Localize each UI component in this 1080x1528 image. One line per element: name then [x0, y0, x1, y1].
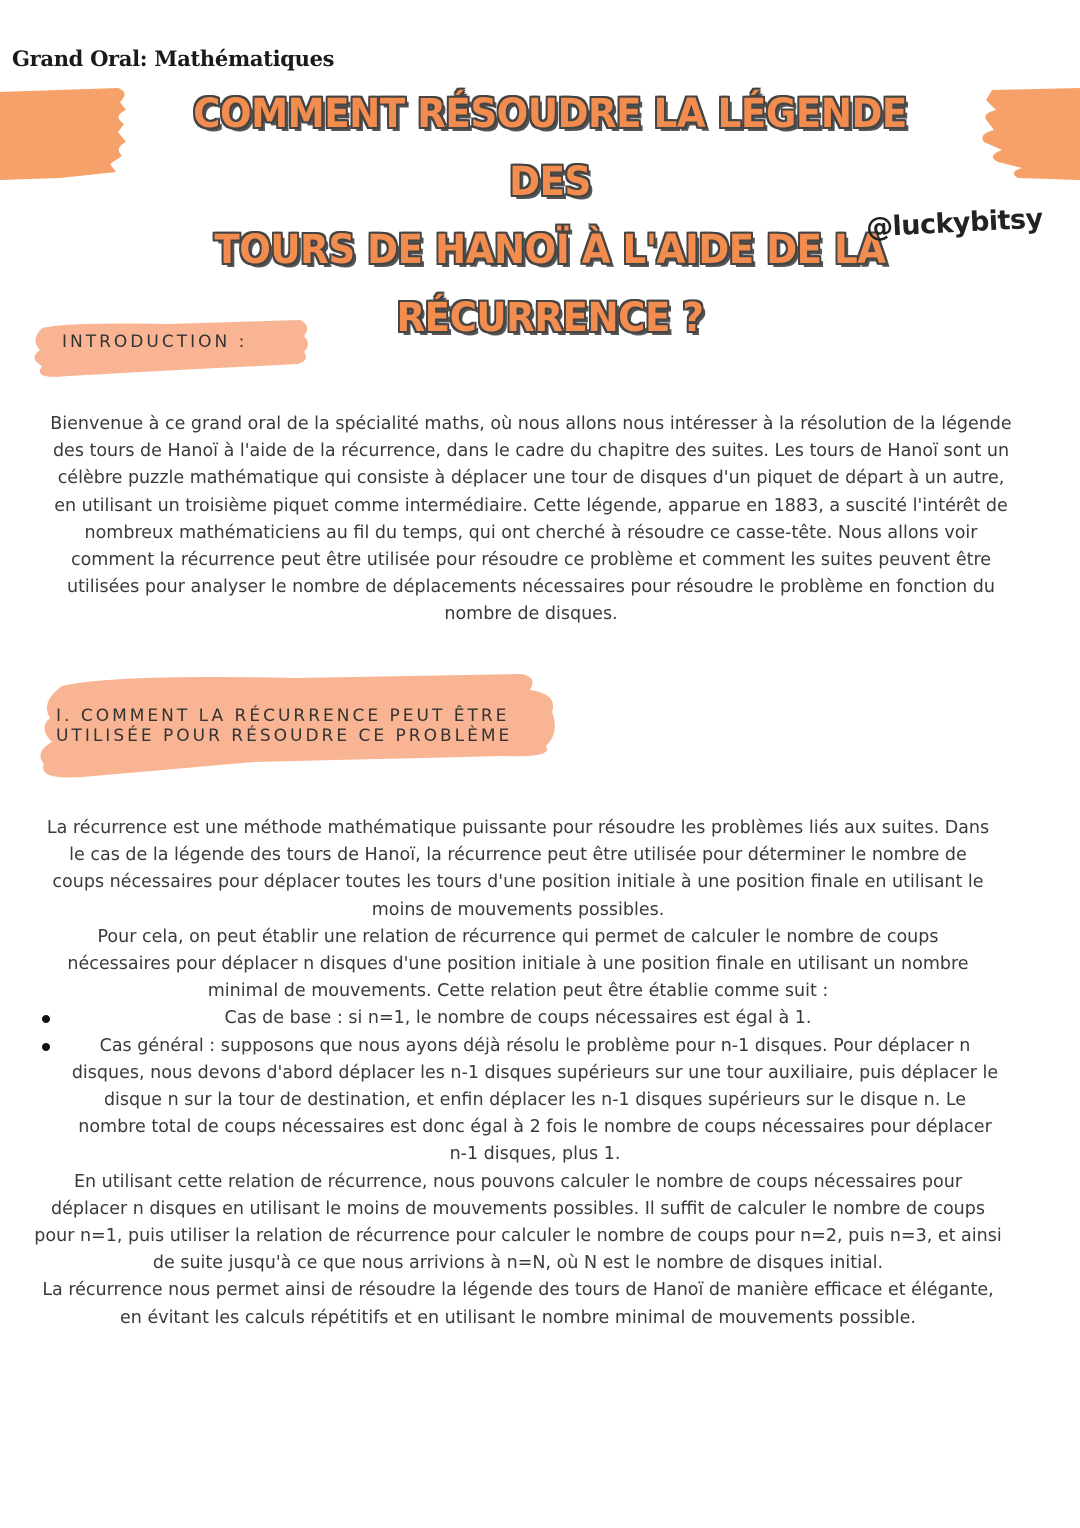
bullet-item-general-case — [34, 1033, 1002, 1169]
author-handle: @luckybitsy — [865, 203, 1044, 244]
main-title — [178, 80, 922, 352]
title-line-1: COMMENT RÉSOUDRE LA LÉGENDE DES — [193, 91, 907, 205]
section1-paragraph-3: En utilisant cette relation de récurrence, nous pouvons calculer le nombre de coups nécessaires pour déplacer n disques en utilisant le moins de mouvements possibles. Il suffit de calculer le nombre de coups pour n=1, puis utiliser la relation de récurrence pour calculer le nombre de coups pour n=2, puis n=3, et ainsi de suite jusqu'à ce que nous arrivions à n=N, où N est le nombre de disques initial. — [34, 1171, 1002, 1274]
brush-stroke-left — [0, 86, 130, 182]
intro-heading: INTRODUCTION : — [62, 332, 248, 352]
section1-paragraph-2: Pour cela, on peut établir une relation de récurrence qui permet de calculer le nombre de coups nécessaires pour déplacer n disques d'une position initiale à une position finale en utilisant un nombre minimal de mouvements. Cette relation peut être établie comme suit : — [67, 926, 969, 1002]
document-header-label: Grand Oral: Mathématiques — [12, 46, 335, 71]
bullet-dot-icon — [42, 1043, 50, 1051]
section1-body — [34, 815, 1002, 1332]
section1-paragraph-1: La récurrence est une méthode mathématique puissante pour résoudre les problèmes liés aux suites. Dans le cas de la légende des tours de Hanoï, la récurrence peut être utilisée pour déterminer le nombre de coups nécessaires pour déplacer toutes les tours d'une position initiale à une position finale en utilisant le moins de mouvements possibles. — [46, 818, 990, 920]
section1-heading-line-2: UTILISÉE POUR RÉSOUDRE CE PROBLÈME — [56, 726, 513, 746]
title-line-2: TOURS DE HANOÏ À L'AIDE DE LA — [214, 227, 886, 273]
title-line-3: RÉCURRENCE ? — [396, 295, 704, 341]
brush-stroke-right — [978, 86, 1080, 182]
section1-heading-line-1: I. COMMENT LA RÉCURRENCE PEUT ÊTRE — [56, 706, 510, 726]
bullet-text-general-case: Cas général : supposons que nous ayons déjà résolu le problème pour n-1 disques. Pour déplacer n disques, nous devons d'abord déplacer les n-1 disques supérieurs sur une tour auxiliaire, puis déplacer le disque n sur la tour de destination, et enfin déplacer les n-1 disques supérieurs sur le disque n. Le nombre total de coups nécessaires est donc égal à 2 fois le nombre de coups nécessaires pour déplacer n-1 disques, plus 1. — [71, 1035, 999, 1165]
bullet-item-base-case — [34, 1005, 1002, 1032]
section1-paragraph-4: La récurrence nous permet ainsi de résoudre la légende des tours de Hanoï de manière efficace et élégante, en évitant les calculs répétitifs et en utilisant le nombre minimal de mouvements possible. — [42, 1280, 994, 1328]
intro-paragraph-text: Bienvenue à ce grand oral de la spécialité maths, où nous allons nous intéresser à la résolution de la légende des tours de Hanoï à l'aide de la récurrence, dans le cadre du chapitre des suites. Les tours de Hanoï sont un célèbre puzzle mathématique qui consiste à déplacer une tour de disques d'un piquet de départ à un autre, en utilisant un troisième piquet comme intermédiaire. Cette légende, apparue en 1883, a suscité l'intérêt de nombreux mathématiciens au fil du temps, qui ont cherché à résoudre ce casse-tête. Nous allons voir comment la récurrence peut être utilisée pour résoudre ce problème et comment les suites peuvent être utilisées pour analyser le nombre de déplacements nécessaires pour résoudre le problème en fonction du nombre de disques. — [50, 414, 1012, 625]
section1-heading — [56, 706, 512, 746]
intro-paragraph — [48, 411, 1014, 629]
bullet-text-base-case: Cas de base : si n=1, le nombre de coups nécessaires est égal à 1. — [224, 1008, 812, 1029]
